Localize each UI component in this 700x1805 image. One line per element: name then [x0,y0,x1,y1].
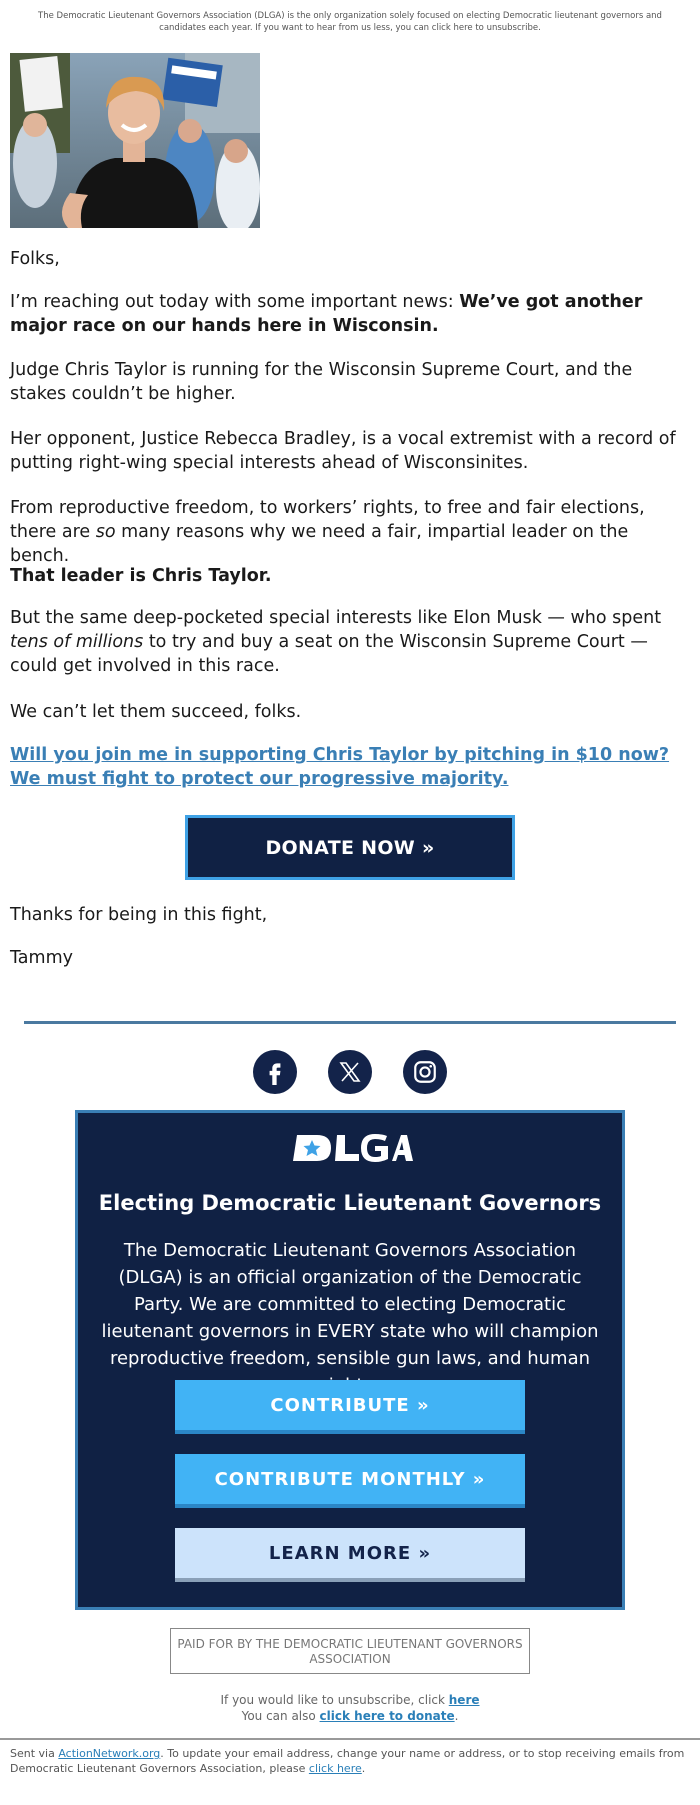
donate-text: You can also [241,1709,320,1723]
preheader-end: . [538,23,541,33]
footer-end: . [361,1762,366,1775]
hero-photo [10,53,260,228]
unsubscribe-link[interactable]: here [448,1693,480,1707]
paragraph-leader-bold: That leader is Chris Taylor. [10,566,272,586]
donate-line-end: . [454,1709,459,1723]
footer-sent-via: Sent via [10,1747,59,1760]
paragraph-leader [10,564,690,588]
dlga-logo [293,1131,413,1165]
footer-update-link[interactable]: click here [308,1762,362,1775]
paragraph-candidate: Judge Chris Taylor is running for the Wisconsin Supreme Court, and the stakes couldn’t be higher. [10,360,633,404]
paragraph-reasons-italic: so [95,522,116,542]
preheader [30,10,670,34]
closing: Thanks for being in this fight, [10,905,268,925]
paragraph-special-interests-text: But the same deep-pocketed special interests like Elon Musk — who spent [10,608,662,628]
footer-text: . To update your email address, change your name or address, or to stop receiving emails from Democratic Lieutenant Governors Association, please [10,1747,685,1775]
unsubscribe-text: If you would like to unsubscribe, click [220,1693,449,1707]
x-icon[interactable] [328,1050,372,1094]
preheader-text: The Democratic Lieutenant Governors Association (DLGA) is the only organization solely focused on electing Democratic lieutenant governors and candidates each year. If you want to hear from us less, you can [38,11,662,33]
signature: Tammy [10,948,73,968]
contribute-button[interactable]: CONTRIBUTE » [175,1380,525,1434]
donate-ask-link[interactable]: Will you join me in supporting Chris Taylor by pitching in $10 now? We must fight to protect our progressive majority. [10,745,670,789]
learn-more-button[interactable]: LEARN MORE » [175,1528,525,1582]
paragraph-news [10,290,690,338]
actionnetwork-link[interactable]: ActionNetwork.org [58,1747,161,1760]
footer-divider [0,1738,700,1740]
paragraph-special-interests [10,606,690,678]
unsubscribe-section [0,1692,700,1724]
donate-footer-link[interactable]: click here to donate [319,1709,455,1723]
instagram-icon[interactable] [403,1050,447,1094]
dlga-description: The Democratic Lieutenant Governors Association (DLGA) is an official organization of the Democratic Party. We are committed to electing Democratic lieutenant governors in EVERY state who will champion reproductive freedom, sensible gun laws, and human [101,1240,599,1369]
greeting: Folks, [10,249,60,269]
donate-line [0,1708,700,1724]
preheader-unsubscribe-link[interactable]: click here to unsubscribe [431,23,539,33]
contribute-monthly-button[interactable]: CONTRIBUTE MONTHLY » [175,1454,525,1508]
paragraph-opponent: Her opponent, Justice Rebecca Bradley, is a vocal extremist with a record of putting right-wing special interests ahead of Wisconsinites. [10,429,676,473]
dlga-info-box [75,1110,625,1610]
paragraph-special-interests-italic: tens of millions [10,632,144,652]
dlga-heading: Electing Democratic Lieutenant Governors [98,1191,602,1215]
facebook-icon[interactable] [253,1050,297,1094]
paragraph-news-text: I’m reaching out today with some important news: [10,292,460,312]
paragraph-special-interests-end: to try and buy a seat on the Wisconsin Supreme Court — could get involved in this race. [10,632,648,676]
section-divider [24,1021,676,1024]
paragraph-reasons-text: From reproductive freedom, to workers’ rights, to free and fair elections, there are [10,498,645,542]
paragraph-reasons-end: many reasons why we need a fair, impartial leader on the bench. [10,522,629,566]
paid-for-disclaimer: PAID FOR BY THE DEMOCRATIC LIEUTENANT GOVERNORS ASSOCIATION [170,1628,530,1674]
paragraph-succeed: We can’t let them succeed, folks. [10,702,302,722]
paragraph-reasons [10,496,690,568]
donate-now-button[interactable]: DONATE NOW » [185,815,515,880]
footer [10,1746,690,1776]
paragraph-news-bold: We’ve got another major race on our hands here in Wisconsin. [10,292,643,336]
unsubscribe-line [0,1692,700,1708]
